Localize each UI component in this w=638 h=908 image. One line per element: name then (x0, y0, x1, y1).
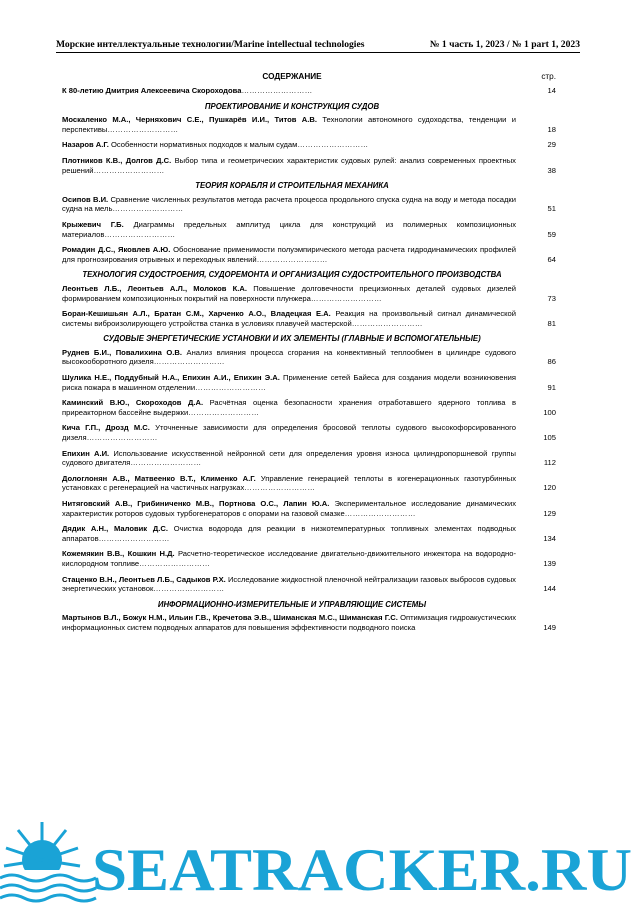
toc-entry-text (62, 245, 516, 264)
leader-dots: ……………………… (351, 318, 423, 328)
toc-entry-title: Диаграммы предельных амплитуд цикла для конструкций из полимерных композиционных материалов (62, 219, 516, 239)
toc-entry-page: 134 (543, 533, 556, 543)
toc-entry-authors: Москаленко М.А., Черняхович С.Е., Пушкарёв И.И., Титов А.В. (62, 115, 317, 125)
toc-entry-text (62, 499, 516, 518)
toc-section-heading: ТЕХНОЛОГИЯ СУДОСТРОЕНИЯ, СУДОРЕМОНТА И ОРГАНИЗАЦИЯ СУДОСТРОИТЕЛЬНОГО ПРОИЗВОДСТВА (82, 270, 502, 280)
toc-entry[interactable] (62, 449, 556, 468)
toc-entry-title: К 80-летию Дмитрия Алексеевича Скороходова (62, 86, 242, 95)
toc-entry-title: Расчетно-теоретическое исследование двигательно-движительного инжектора на водородно-кислородном топливе (62, 549, 516, 568)
toc-entry-title: Исследование жидкостной пленочной нейтрализации газовых выбросов судовых энергетических установок (62, 574, 516, 594)
toc-entry-page: 73 (547, 293, 556, 303)
toc-entry-text (62, 284, 516, 303)
leader-dots: ……………………… (310, 293, 382, 303)
leader-dots: ……………………… (107, 124, 179, 134)
toc-entry-title: Расчётная оценка безопасности хранения отработавшего ядерного топлива в приреакторном бассейне выдержки (62, 398, 516, 417)
toc-entry-text (62, 398, 516, 417)
toc-entry-title: Выбор типа и геометрических характеристик судовых рулей: анализ современных проектных решений (62, 155, 516, 175)
toc-entry[interactable] (62, 284, 556, 303)
toc-entry-page: 38 (547, 165, 556, 175)
toc-entry-title: Технологии автономного судоходства, тенденции и перспективы (62, 115, 516, 134)
leader-dots: ……………………… (241, 86, 313, 95)
leader-dots: ……………………… (297, 140, 369, 150)
leader-dots: ……………………… (153, 357, 225, 367)
toc-entry-text (62, 423, 516, 442)
toc-entry-page: 51 (547, 204, 556, 214)
toc-body (62, 86, 556, 633)
toc-section-heading: ТЕОРИЯ КОРАБЛЯ И СТРОИТЕЛЬНАЯ МЕХАНИКА (195, 181, 389, 191)
table-of-contents (62, 72, 556, 639)
toc-entry-page: 91 (547, 382, 556, 392)
toc-entry-authors: Нитяговский А.В., Грибиниченко М.В., Портнова О.С., Лапин Ю.А. (62, 499, 330, 508)
toc-entry-title: Очистка водорода для реакции в низкотемпературных топливных элементах подводных аппаратов (62, 524, 516, 543)
toc-entry[interactable] (62, 195, 556, 214)
toc-entry-authors: Дядик А.Н., Маловик Д.С. (62, 524, 168, 534)
toc-entry[interactable] (62, 115, 556, 134)
toc-entry-authors: Кожемякин В.В., Кошкин Н.Д. (62, 549, 175, 559)
toc-entry-authors: Каминский В.Ю., Скороходов Д.А. (62, 398, 204, 408)
running-header (56, 37, 580, 53)
toc-entry-text (62, 86, 516, 96)
toc-title-row (62, 72, 556, 86)
leader-dots: ……………………… (104, 229, 176, 239)
toc-entry-authors: Плотников К.В., Долгов Д.С. (62, 155, 172, 165)
toc-entry-authors: Шулика Н.Е., Поддубный Н.А., Епихин А.И., Епихин Э.А. (62, 373, 280, 383)
toc-entry-authors: Леонтьев Л.Б., Леонтьев А.Л., Молоков К.А. (62, 283, 248, 293)
leader-dots: ……………………… (195, 382, 267, 392)
toc-entry-page: 139 (543, 558, 556, 568)
toc-entry-page: 112 (543, 458, 556, 468)
toc-entry-page: 59 (547, 229, 556, 239)
toc-entry-text (62, 348, 516, 367)
toc-entry-page: 29 (547, 140, 556, 150)
toc-entry-title: Анализ влияния процесса сгорания на конвективный теплообмен в цилиндре судового высокооборотного дизеля (62, 347, 516, 367)
toc-entry-page: 81 (547, 318, 556, 328)
toc-entry[interactable] (62, 549, 556, 568)
leader-dots: ……………………… (344, 508, 416, 518)
toc-entry-text (62, 156, 516, 175)
toc-section-heading: ПРОЕКТИРОВАНИЕ И КОНСТРУКЦИЯ СУДОВ (204, 101, 380, 111)
toc-entry-page: 18 (547, 124, 556, 134)
toc-entry-page: 105 (543, 433, 556, 443)
toc-entry[interactable] (62, 423, 556, 442)
issue-number: № 1 часть 1, 2023 / № 1 part 1, 2023 (429, 39, 580, 50)
header-rule (56, 52, 580, 53)
toc-entry-authors: Стаценко В.Н., Леонтьев Л.Б., Садыков Р.Х. (62, 574, 226, 584)
seatracker-watermark (0, 808, 638, 908)
toc-entry[interactable] (62, 245, 556, 264)
toc-title: СОДЕРЖАНИЕ (262, 72, 322, 81)
leader-dots: ……………………… (98, 533, 170, 543)
leader-dots: ……………………… (256, 254, 328, 264)
sun-logo-icon (0, 822, 96, 908)
toc-entry[interactable] (62, 156, 556, 175)
toc-entry-authors: Крыжевич Г.Б. (62, 219, 124, 229)
toc-entry-text (62, 474, 516, 493)
toc-entry[interactable] (62, 575, 556, 594)
toc-entry-authors: Епихин А.И. (62, 448, 110, 458)
toc-entry-page: 144 (543, 584, 556, 594)
leader-dots: ……………………… (244, 483, 316, 493)
toc-section-heading: ИНФОРМАЦИОННО-ИЗМЕРИТЕЛЬНЫЕ И УПРАВЛЯЮЩИЕ СИСТЕМЫ (157, 599, 427, 609)
toc-entry-page: 129 (543, 508, 556, 518)
toc-entry-text (62, 220, 516, 239)
toc-entry[interactable] (62, 140, 556, 150)
toc-entry-title: Обоснование применимости полуэмпирического метода расчета гидродинамических профилей для прогнозирования отрывных и переходных явлений (62, 245, 516, 264)
toc-entry[interactable] (62, 398, 556, 417)
toc-entry-text (62, 449, 516, 468)
toc-entry-text (62, 195, 516, 214)
leader-dots: ……………………… (112, 204, 184, 214)
toc-entry-text (62, 613, 516, 632)
watermark-text: SEATRACKER.RU (92, 837, 632, 903)
toc-entry-authors: Ромадин Д.С., Яковлев А.Ю. (62, 245, 171, 255)
toc-entry-authors: Боран-Кешишьян А.Л., Братан С.М., Харченко А.О., Владецкая Е.А. (62, 309, 331, 319)
toc-entry-authors: Осипов В.И. (62, 194, 109, 204)
toc-entry[interactable] (62, 86, 556, 96)
leader-dots: ……………………… (93, 165, 165, 175)
toc-entry-authors: Дологлонян А.В., Матвеенко В.Т., Клименко А.Г. (62, 473, 256, 483)
toc-entry-title: Применение сетей Байеса для создания модели возникновения риска пожара в машинном отделении (62, 373, 516, 392)
toc-entry-text (62, 524, 516, 543)
toc-entry[interactable] (62, 613, 556, 632)
toc-entry[interactable] (62, 309, 556, 328)
leader-dots: ……………………… (86, 433, 158, 443)
toc-entry-title: Особенности нормативных подходов к малым судам (110, 140, 298, 150)
toc-entry[interactable] (62, 474, 556, 493)
toc-entry[interactable] (62, 499, 556, 518)
leader-dots: ……………………… (153, 584, 225, 594)
leader-dots: ……………………… (130, 458, 202, 468)
toc-entry[interactable] (62, 373, 556, 392)
toc-entry-title: Реакция на произвольный сигнал динамической системы виброизолирующего устройства станка в условиях плавучей мастерской (62, 309, 516, 328)
toc-entry-title: Использование искусственной нейронной сети для определения уровня износа цилиндропоршневой группы судового двигателя (62, 448, 516, 468)
toc-section-heading: СУДОВЫЕ ЭНЕРГЕТИЧЕСКИЕ УСТАНОВКИ И ИХ ЭЛЕМЕНТЫ (ГЛАВНЫЕ И ВСПОМОГАТЕЛЬНЫЕ) (103, 334, 481, 344)
leader-dots: ……………………… (188, 407, 260, 417)
toc-entry-text (62, 373, 516, 392)
toc-entry-text (62, 140, 516, 150)
toc-entry-title: Оптимизация гидроакустических информационных систем подводных аппаратов для повышения эффективности подводного поиска (62, 613, 516, 632)
toc-entry[interactable] (62, 220, 556, 239)
page-column-label: стр. (541, 72, 556, 81)
toc-entry-title: Сравнение численных результатов метода расчета процесса продольного спуска судна на воду и метода посадки судна на мель (62, 194, 516, 214)
toc-entry-title: Экспериментальное исследование динамических характеристик роторов судовых турбогенераторов с опорами на газовой смазке (62, 499, 516, 518)
toc-entry-authors: Назаров А.Г. (62, 140, 109, 150)
toc-entry-page: 100 (543, 407, 556, 417)
toc-entry-page: 64 (547, 254, 556, 264)
toc-entry-page: 14 (547, 86, 556, 95)
toc-entry-text (62, 575, 516, 594)
toc-entry-title: Управление генерацией теплоты в когенерационных газотурбинных установках с регенерацией на частичных нагрузках (62, 473, 516, 493)
toc-entry-page: 86 (547, 357, 556, 367)
toc-entry-text (62, 115, 516, 134)
toc-entry-text (62, 309, 516, 328)
toc-entry-authors: Кича Г.П., Дрозд М.С. (62, 423, 150, 433)
toc-entry[interactable] (62, 348, 556, 367)
toc-entry-authors: Руднев Б.И., Повалихина О.В. (62, 347, 182, 357)
toc-entry-title: Повышение долговечности прецизионных деталей судовых дизелей формированием композиционных покрытий на поверхности плунжера (62, 283, 516, 303)
journal-title: Морские интеллектуальные технологии/Marine intellectual technologies (56, 39, 365, 50)
toc-entry-text (62, 549, 516, 568)
toc-entry[interactable] (62, 524, 556, 543)
toc-entry-authors: Мартынов В.Л., Божук Н.М., Ильин Г.В., Кречетова Э.В., Шиманская М.С., Шиманская Г.С. (62, 613, 398, 623)
toc-entry-page: 120 (543, 483, 556, 493)
toc-entry-title: Уточненные зависимости для определения бросовой теплоты судового высокофорсированного дизеля (62, 423, 516, 443)
leader-dots: ……………………… (139, 558, 211, 568)
toc-entry-page: 149 (543, 622, 556, 632)
